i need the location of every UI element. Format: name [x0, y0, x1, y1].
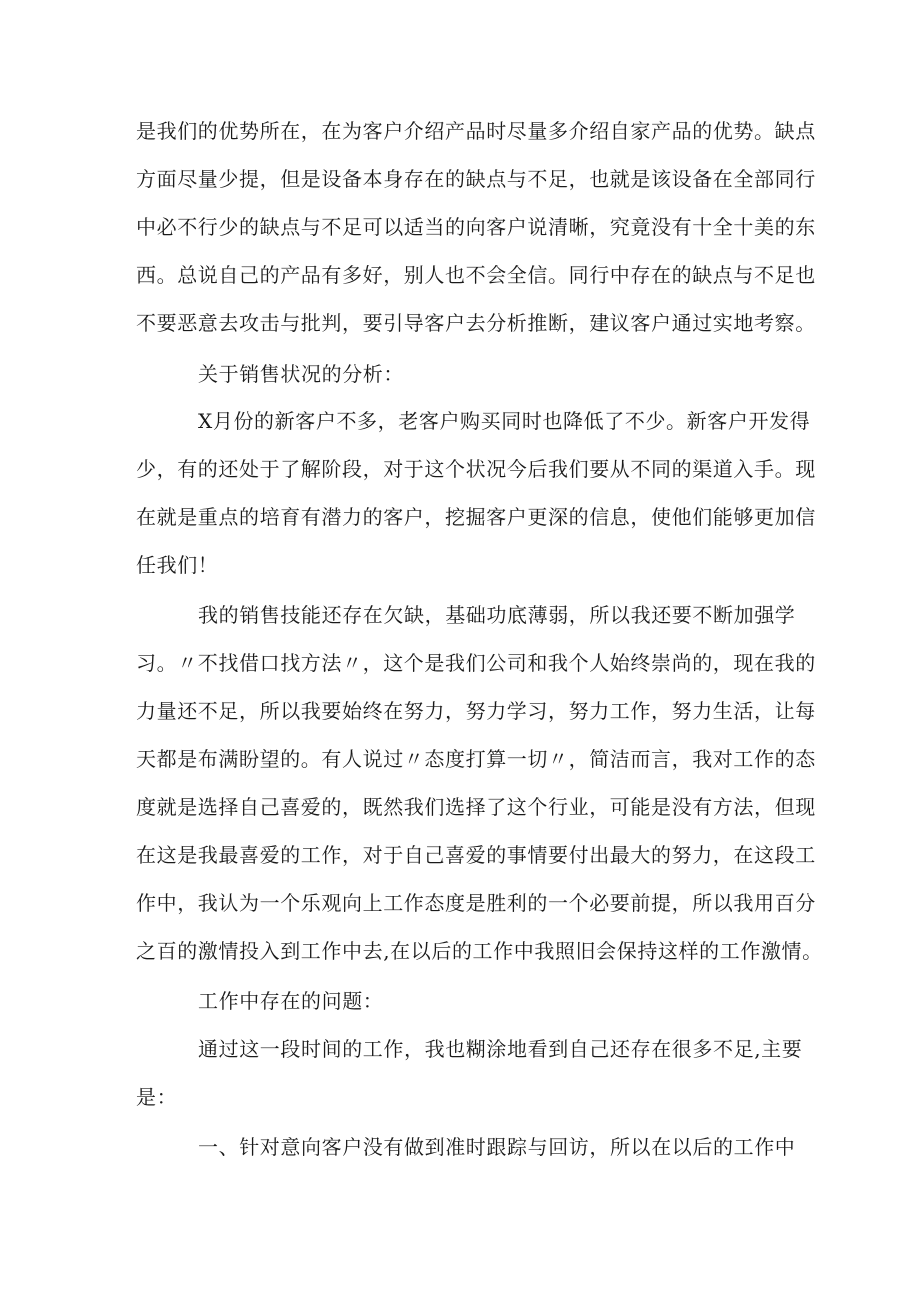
text-line: 天都是布满盼望的。有人说过〃态度打算一切〃，简洁而言，我对工作的态: [136, 747, 816, 771]
text-line: 通过这一段时间的工作，我也糊涂地看到自己还存在很多不足,主要: [198, 1037, 803, 1061]
text-line: 方面尽量少提，但是设备本身存在的缺点与不足，也就是该设备在全部同行: [136, 167, 816, 191]
text-line: 习。〃不找借口找方法〃，这个是我们公司和我个人始终崇尚的，现在我的: [136, 651, 816, 675]
section-heading-sales: 关于销售状况的分析：: [198, 362, 404, 386]
text-line: 作中，我认为一个乐观向上工作态度是胜利的一个必要前提，所以我用百分: [136, 891, 816, 915]
text-line: 少，有的还处于了解阶段，对于这个状况今后我们要从不同的渠道入手。现: [136, 457, 816, 481]
text-line: 任我们！: [136, 553, 219, 577]
section-heading-problems: 工作中存在的问题：: [198, 989, 384, 1013]
text-line: 一、针对意向客户没有做到准时跟踪与回访，所以在以后的工作中: [198, 1135, 796, 1159]
text-line: 之百的激情投入到工作中去,在以后的工作中我照旧会保持这样的工作激情。: [136, 939, 823, 963]
text-line: X月份的新客户不多，老客户购买同时也降低了不少。新客户开发得: [198, 409, 811, 433]
text-line: 中必不行少的缺点与不足可以适当的向客户说清晰，究竟没有十全十美的东: [136, 215, 816, 239]
text-line: 是我们的优势所在，在为客户介绍产品时尽量多介绍自家产品的优势。缺点: [136, 119, 816, 143]
text-line: 在这是我最喜爱的工作，对于自己喜爱的事情要付出最大的努力，在这段工: [136, 843, 816, 867]
text-line: 西。总说自己的产品有多好，别人也不会全信。同行中存在的缺点与不足也: [136, 263, 816, 287]
text-line: 在就是重点的培育有潜力的客户，挖掘客户更深的信息，使他们能够更加信: [136, 505, 816, 529]
text-line: 不要恶意去攻击与批判，要引导客户去分析推断，建议客户通过实地考察。: [136, 311, 816, 335]
text-line: 我的销售技能还存在欠缺，基础功底薄弱，所以我还要不断加强学: [198, 603, 796, 627]
text-line: 是：: [136, 1085, 178, 1109]
text-line: 力量还不足，所以我要始终在努力，努力学习，努力工作，努力生活，让每: [136, 699, 816, 723]
text-line: 度就是选择自己喜爱的，既然我们选择了这个行业，可能是没有方法，但现: [136, 795, 816, 819]
